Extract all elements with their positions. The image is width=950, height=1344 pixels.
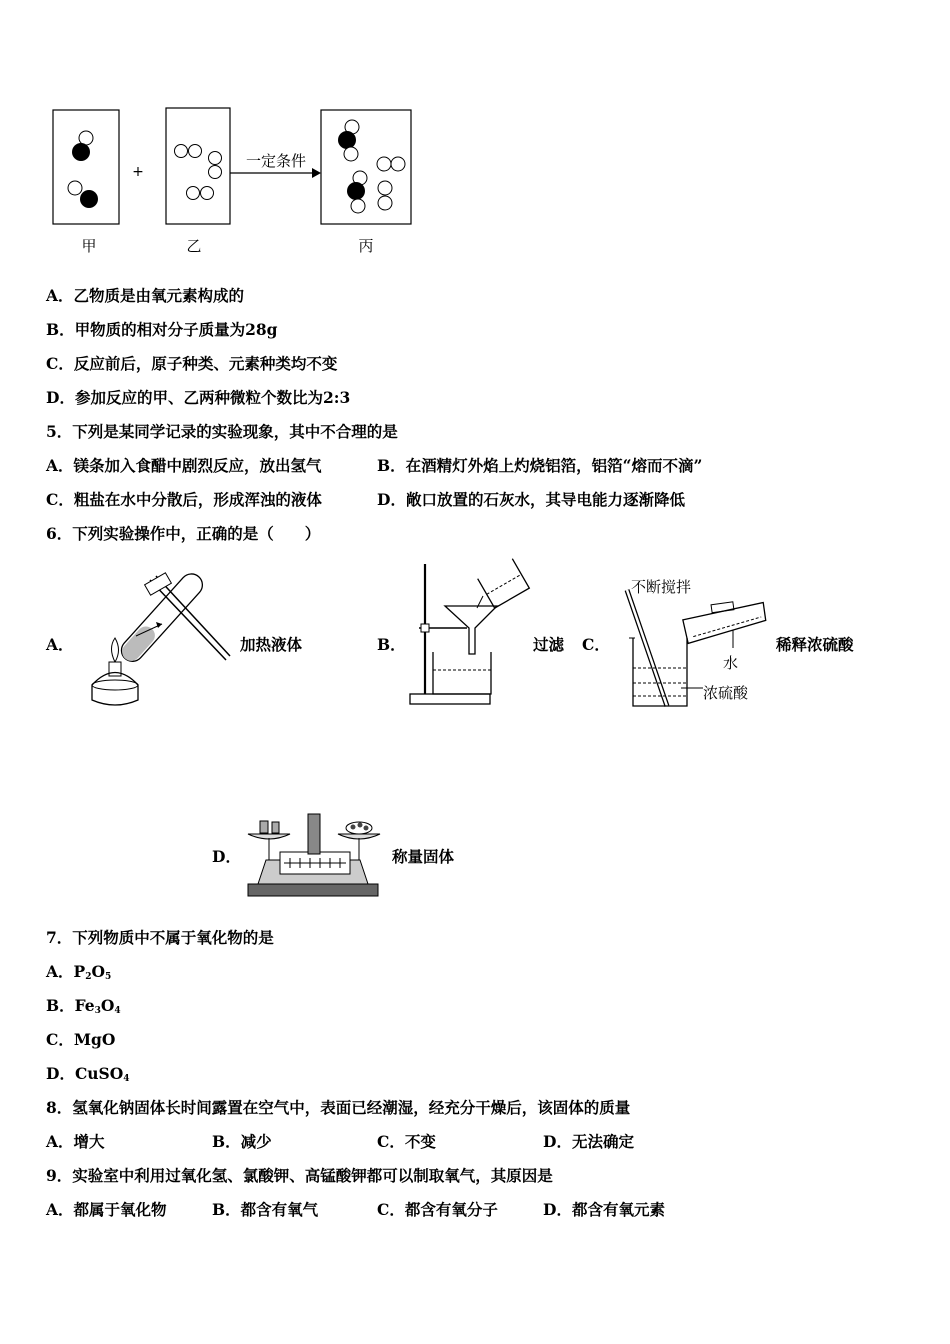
plus-sign: + (132, 164, 144, 180)
atom-white (189, 145, 202, 158)
q7-option-d: D．CuSO$_4$ (46, 1064, 130, 1084)
q4-option-c: C．反应前后，原子种类、元素种类均不变 (46, 354, 338, 373)
q7-stem: 7．下列物质中不属于氧化物的是 (46, 928, 274, 947)
atom-white (378, 196, 392, 210)
atom-white (175, 145, 188, 158)
q9-option-d: D．都含有氧元素 (543, 1200, 665, 1219)
atom-black (72, 143, 90, 161)
q5-stem: 5．下列是某同学记录的实验现象，其中不合理的是 (46, 422, 398, 441)
q4-option-b: B．甲物质的相对分子质量为28g (46, 320, 278, 339)
box-yi (166, 108, 230, 224)
q7-option-c: C．MgO (46, 1030, 116, 1049)
q9-option-b: B．都含有氧气 (212, 1200, 319, 1219)
q5-option-b: B．在酒精灯外焰上灼烧铝箔，铝箔“熔而不滴” (377, 456, 703, 475)
q5-option-c: C．粗盐在水中分散后，形成浑浊的液体 (46, 490, 322, 509)
q6-option-b-caption: 过滤 (533, 635, 565, 654)
reaction-condition: 一定条件 (245, 152, 307, 170)
q4-option-d: D．参加反应的甲、乙两种微粒个数比为2:3 (46, 388, 351, 407)
atom-white (391, 157, 405, 171)
q6-option-a-caption: 加热液体 (240, 635, 303, 654)
atom-white (377, 157, 391, 171)
q6-stem: 6．下列实验操作中，正确的是（ ） (46, 524, 321, 543)
q9-option-c: C．都含有氧分子 (377, 1200, 498, 1219)
reaction-diagram (40, 100, 460, 260)
label-jia: 甲 (81, 237, 97, 255)
filtration-figure (405, 556, 535, 716)
q4-option-a: A．乙物质是由氧元素构成的 (46, 286, 245, 305)
atom-black (347, 182, 365, 200)
q6-option-c-letter: C． (582, 635, 610, 654)
label-bing: 丙 (358, 237, 374, 255)
arrow-head (312, 168, 321, 178)
q7-option-b: B．$Fe_3O_4$ (46, 996, 121, 1016)
atom-white (351, 199, 365, 213)
q8-option-c: C．不变 (377, 1132, 436, 1151)
atom-white (344, 147, 358, 161)
q5-option-a: A．镁条加入食醋中剧烈反应，放出氢气 (46, 456, 322, 475)
atom-white (378, 181, 392, 195)
acid-label: 浓硫酸 (703, 684, 749, 702)
q8-stem: 8．氢氧化钠固体长时间露置在空气中，表面已经潮湿，经充分干燥后，该固体的质量 (46, 1098, 631, 1117)
q8-option-a: A．增大 (46, 1132, 105, 1151)
atom-white (201, 187, 214, 200)
label-yi: 乙 (186, 237, 202, 255)
atom-white (68, 181, 82, 195)
q6-option-a-letter: A． (46, 635, 74, 654)
q8-option-d: D．无法确定 (543, 1132, 634, 1151)
atom-black (338, 131, 356, 149)
q8-option-b: B．减少 (212, 1132, 272, 1151)
atom-white (209, 152, 222, 165)
q6-option-b-letter: B． (377, 635, 406, 654)
q6-option-c-caption: 稀释浓硫酸 (776, 635, 854, 654)
stir-label: 不断搅拌 (631, 578, 692, 596)
heating-liquid-figure (80, 560, 250, 720)
q7-option-a: A．$P_2O_5$ (46, 962, 112, 982)
q9-stem: 9．实验室中利用过氧化氢、氯酸钾、高锰酸钾都可以制取氧气，其原因是 (46, 1166, 553, 1185)
atom-white (209, 166, 222, 179)
q5-option-d: D．敞口放置的石灰水，其导电能力逐渐降低 (377, 490, 685, 509)
q6-option-d-caption: 称量固体 (392, 847, 455, 866)
atom-white (79, 131, 93, 145)
atom-white (187, 187, 200, 200)
dilution-figure (615, 568, 775, 718)
water-label: 水 (723, 654, 739, 672)
q9-option-a: A．都属于氧化物 (46, 1200, 167, 1219)
atom-black (80, 190, 98, 208)
q6-option-d-letter: D． (212, 847, 241, 866)
balance-figure (240, 808, 390, 903)
